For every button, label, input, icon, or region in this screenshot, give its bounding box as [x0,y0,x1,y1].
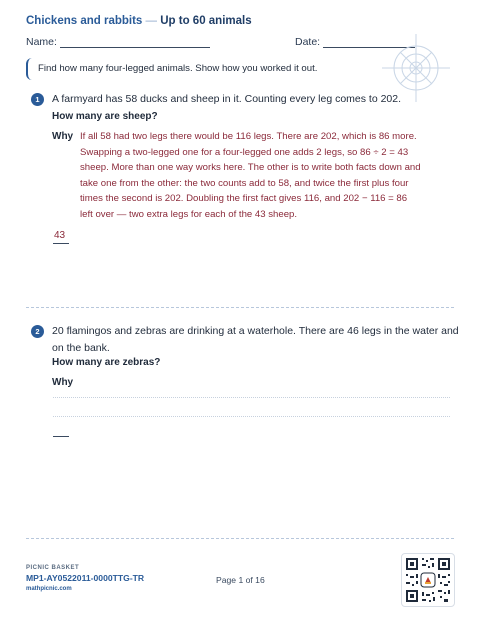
footer-code: MP1-AY0522011-0000TTG-TR [26,573,145,583]
worksheet-title [26,15,252,27]
title-topic: Chickens and rabbits [26,15,143,27]
writing-line[interactable] [53,397,450,398]
writing-line[interactable] [53,416,450,417]
question-2-number: 2 [31,325,44,338]
question-1-answer: 43 [54,230,66,241]
qr-code-icon [401,553,455,607]
question-1-ask: How many are sheep? [52,111,158,122]
question-2-answer-line[interactable] [53,436,69,437]
question-2-text-line: on the bank. [52,342,110,354]
question-2-text [52,323,459,357]
question-1-why-text [80,129,421,222]
instruction-text: Find how many four-legged animals. Show how you worked it out. [38,63,318,74]
footer-site[interactable]: mathpicnic.com [26,586,72,592]
question-2-why-label: Why [52,377,74,388]
footer-divider [26,538,454,539]
question-2-ask: How many are zebras? [52,357,161,368]
footer-brand: PICNIC BASKET [26,565,80,571]
name-line[interactable] [60,47,210,48]
date-label: Date: [295,36,321,48]
question-1-text: A farmyard has 58 ducks and sheep in it. Counting every leg comes to 202. [52,93,402,105]
instruction-box [26,58,452,80]
title-subtitle: Up to 60 animals [160,15,252,27]
why-line: left over — two extra legs for each of the 43 sheep. [80,208,298,220]
question-1-answer-line [53,243,69,244]
why-line: take one from the other: the two counts add to 58, and twice the first plus four [80,177,409,189]
question-2-text-line: 20 flamingos and zebras are drinking at a waterhole. There are 46 legs in the water and [52,325,459,337]
question-1-number: 1 [31,93,44,106]
why-line: sheep. More than one way works here. The other is to write both facts down and [80,162,421,173]
title-separator: — [145,15,158,27]
why-line: Swapping a two-legged one for a four-legged one adds 2 legs, so 86 ÷ 2 = 43 [80,146,409,158]
section-divider [26,307,454,308]
question-1-why-label: Why [52,131,74,142]
name-label: Name: [26,36,57,48]
page-number: Page 1 of 16 [216,575,265,585]
why-line: times the second is 202. Doubling the first fact gives 116, and 202 − 116 = 86 [80,193,408,204]
why-line: If all 58 had two legs there would be 116 legs. There are 202, which is 86 more. [80,131,417,142]
name-field [26,36,210,48]
